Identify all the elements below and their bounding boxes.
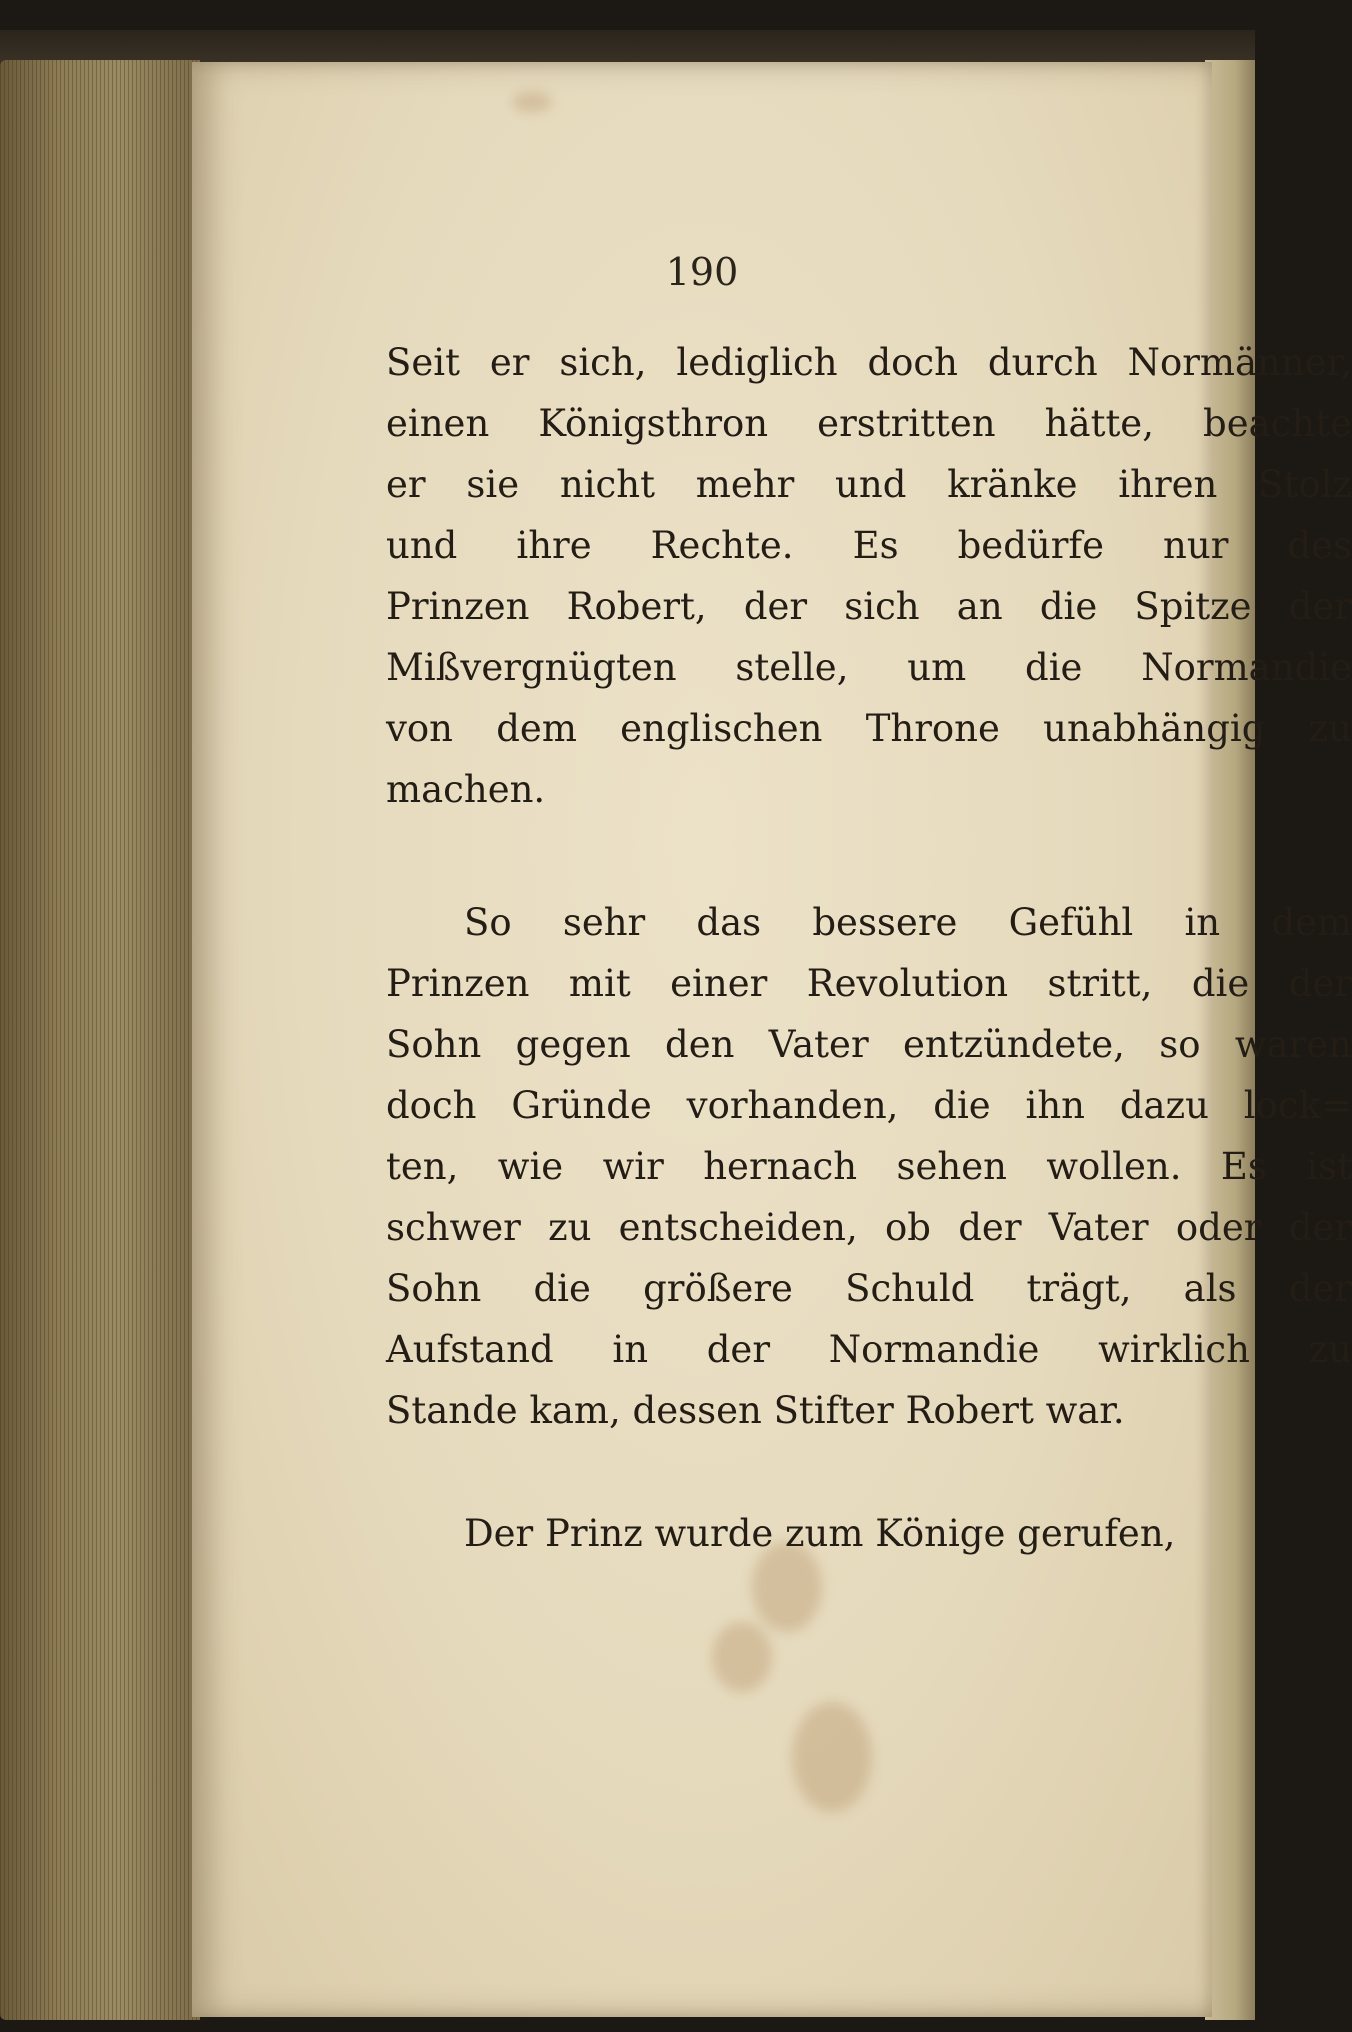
text-block [386, 332, 1352, 1564]
paragraph-1 [386, 332, 1352, 820]
text-line: Prinzen Robert, der sich an die Spitze der [386, 585, 1352, 628]
text-line: ten, wie wir hernach sehen wollen. Es ist [386, 1145, 1352, 1188]
paper-stain [712, 1622, 772, 1692]
text-line: einen Königsthron erstritten hätte, beachte [386, 402, 1352, 445]
text-line: Stande kam, dessen Stifter Robert war. [386, 1389, 1125, 1432]
text-line: Prinzen mit einer Revolution stritt, die der [386, 962, 1352, 1005]
text-line: machen. [386, 768, 546, 811]
text-line: Sohn gegen den Vater entzündete, so waren [386, 1023, 1352, 1066]
paragraph-3 [386, 1503, 1352, 1564]
page-number: 190 [665, 250, 739, 294]
text-line: von dem englischen Throne unabhängig zu [386, 707, 1352, 750]
text-line: doch Gründe vorhanden, die ihn dazu lock= [386, 1084, 1352, 1127]
text-line: er sie nicht mehr und kränke ihren Stolz [386, 463, 1352, 506]
text-line: und ihre Rechte. Es bedürfe nur des [386, 524, 1352, 567]
text-line: Der Prinz wurde zum Könige gerufen, [464, 1512, 1176, 1555]
text-line: schwer zu entscheiden, ob der Vater oder der [386, 1206, 1352, 1249]
text-line: Sohn die größere Schuld trägt, als der [386, 1267, 1352, 1310]
text-line: So sehr das bessere Gefühl in dem [464, 901, 1352, 944]
text-line: Mißvergnügten stelle, um die Normandie [386, 646, 1352, 689]
paper-stain [792, 1702, 872, 1812]
book-page [192, 62, 1352, 2017]
page-stack-edge [0, 60, 200, 2020]
paper-stain [512, 92, 552, 112]
paragraph-2 [386, 892, 1352, 1441]
text-line: Seit er sich, lediglich doch durch Normänner, [386, 341, 1352, 384]
text-line: Aufstand in der Normandie wirklich zu [386, 1328, 1352, 1371]
